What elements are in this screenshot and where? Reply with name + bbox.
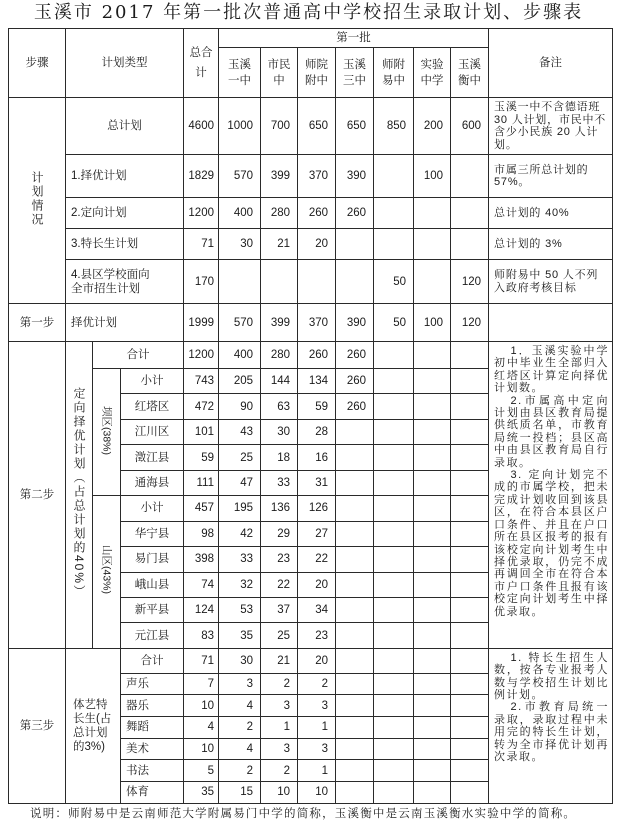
school-value: 22 (261, 572, 298, 597)
district-label: 华宁县 (121, 521, 184, 546)
school-value (451, 394, 489, 419)
specialty-label: 美术 (121, 738, 184, 760)
school-value: 400 (219, 198, 261, 229)
school-value (336, 623, 374, 648)
remark-cell (489, 648, 613, 803)
step-label: 第三步 (9, 648, 66, 803)
school-value: 399 (261, 304, 298, 342)
school-value: 3 (261, 695, 298, 717)
specialty-row (9, 648, 613, 673)
school-value: 570 (219, 155, 261, 198)
school-value: 1 (298, 717, 336, 739)
school-value: 280 (261, 198, 298, 229)
school-value: 120 (451, 304, 489, 342)
school-value (374, 597, 414, 622)
district-label: 江川区 (121, 419, 184, 444)
school-value: 399 (261, 155, 298, 198)
school-value: 260 (336, 394, 374, 419)
total-value: 98 (184, 521, 219, 546)
school-value (374, 782, 414, 804)
step-label: 第二步 (9, 342, 66, 649)
remark-cell: 玉溪一中不含德语班 30 人计划，市民中不含少小民族 20 人计划。 (489, 98, 613, 155)
district-label: 元江县 (121, 623, 184, 648)
school-value (451, 470, 489, 495)
school-value: 90 (219, 394, 261, 419)
region-label (93, 369, 121, 496)
school-header (374, 48, 414, 98)
school-header (298, 48, 336, 98)
school-value: 134 (298, 369, 336, 394)
school-value (414, 648, 451, 673)
school-value (414, 572, 451, 597)
total-value: 4600 (184, 98, 219, 155)
total-value: 7 (184, 673, 219, 695)
school-value (414, 496, 451, 521)
school-value: 1 (298, 760, 336, 782)
school-value (451, 597, 489, 622)
school-value: 16 (298, 445, 336, 470)
district-label: 小计 (121, 369, 184, 394)
school-value (451, 717, 489, 739)
school-value: 50 (374, 304, 414, 342)
section-label (9, 98, 66, 304)
school-value (414, 738, 451, 760)
region-label (93, 496, 121, 649)
step2-total-row (9, 342, 613, 369)
school-value: 2 (298, 673, 336, 695)
plan-type-label: 择优计划 (66, 304, 184, 342)
school-value (374, 760, 414, 782)
school-value: 1000 (219, 98, 261, 155)
school-value (451, 155, 489, 198)
school-header (414, 48, 451, 98)
batch-header: 第一批 (219, 29, 489, 48)
school-value: 32 (219, 572, 261, 597)
school-value (374, 695, 414, 717)
school-value: 23 (298, 623, 336, 648)
school-value: 31 (298, 470, 336, 495)
plan-type-label: 2.定向计划 (66, 198, 184, 229)
school-value: 47 (219, 470, 261, 495)
school-value: 126 (298, 496, 336, 521)
remark-cell: 市属三所总计划的 57%。 (489, 155, 613, 198)
remark-paragraph: 1. 特长生招生人数，按各专业报考人数与学校招生计划比例计划。 (494, 651, 610, 702)
school-value: 29 (261, 521, 298, 546)
school-value: 600 (451, 98, 489, 155)
school-value (451, 229, 489, 260)
school-value: 25 (261, 623, 298, 648)
school-value (414, 597, 451, 622)
school-value (374, 229, 414, 260)
school-name: 玉溪衡中 (458, 58, 481, 87)
school-value (451, 369, 489, 394)
plan-row (9, 198, 613, 229)
school-value: 260 (298, 342, 336, 369)
school-value: 390 (336, 155, 374, 198)
district-label: 峨山县 (121, 572, 184, 597)
school-value: 63 (261, 394, 298, 419)
school-name: 市民中 (267, 58, 291, 87)
school-value (414, 369, 451, 394)
school-value: 136 (261, 496, 298, 521)
school-value: 260 (336, 342, 374, 369)
school-value: 20 (298, 572, 336, 597)
school-value: 280 (261, 342, 298, 369)
school-value: 22 (298, 547, 336, 572)
remark-cell (489, 304, 613, 342)
school-value (374, 572, 414, 597)
school-value (414, 419, 451, 444)
school-value: 53 (219, 597, 261, 622)
school-value: 21 (261, 648, 298, 673)
school-value: 23 (261, 547, 298, 572)
school-value: 370 (298, 304, 336, 342)
school-value: 650 (298, 98, 336, 155)
school-value: 43 (219, 419, 261, 444)
school-value: 390 (336, 304, 374, 342)
remark-cell: 师附易中 50 人不列入政府考核目标 (489, 260, 613, 304)
region-label-text: 坝区(38%) (100, 405, 113, 455)
specialty-label: 声乐 (121, 673, 184, 695)
step-label: 第一步 (9, 304, 66, 342)
district-label: 红塔区 (121, 394, 184, 419)
plan-table-body (9, 98, 613, 804)
school-value: 3 (261, 738, 298, 760)
school-value: 37 (261, 597, 298, 622)
school-value (414, 445, 451, 470)
school-header (261, 48, 298, 98)
total-value: 10 (184, 695, 219, 717)
total-value: 74 (184, 572, 219, 597)
school-value (414, 717, 451, 739)
remark-cell: 总计划的 40% (489, 198, 613, 229)
school-value (374, 738, 414, 760)
plan-type-header: 计划类型 (66, 29, 184, 98)
school-value: 100 (414, 155, 451, 198)
total-value: 124 (184, 597, 219, 622)
plan-row (9, 98, 613, 155)
total-value: 1829 (184, 155, 219, 198)
school-value (374, 369, 414, 394)
remark-cell: 总计划的 3% (489, 229, 613, 260)
school-value (414, 760, 451, 782)
school-value: 195 (219, 496, 261, 521)
school-value: 50 (374, 260, 414, 304)
remark-paragraph: 3. 定向计划完不成的市属学校，把未完成计划收回到该县区，在符合本县区户口条件、并且在户口所在县区报考的报有该校定向计划考生中择优录取，仍完不成再调回全市在符合本市户口条件且报有该校定向计划考生中择优录取。 (494, 469, 610, 618)
school-value: 59 (298, 394, 336, 419)
school-value (336, 445, 374, 470)
school-value: 3 (298, 695, 336, 717)
admission-plan-table (8, 28, 613, 804)
region-label-text: 山区(43%) (100, 545, 113, 595)
school-value (261, 260, 298, 304)
school-value: 200 (414, 98, 451, 155)
school-value (414, 695, 451, 717)
school-value (451, 496, 489, 521)
school-value: 30 (261, 419, 298, 444)
school-value (374, 198, 414, 229)
school-value (451, 673, 489, 695)
total-value: 1200 (184, 342, 219, 369)
school-value (451, 419, 489, 444)
school-value: 28 (298, 419, 336, 444)
school-value: 2 (261, 673, 298, 695)
school-value: 4 (219, 738, 261, 760)
school-value (298, 260, 336, 304)
school-value (374, 717, 414, 739)
total-header (184, 29, 219, 98)
total-header-text: 总合计 (189, 47, 213, 79)
group-label (66, 342, 93, 649)
total-value: 398 (184, 547, 219, 572)
remark-paragraph: 2.市教育局统一录取，录取过程中未用完的特长生计划，转为全市择优计划再次录取。 (494, 701, 610, 764)
school-value (336, 597, 374, 622)
school-value: 35 (219, 623, 261, 648)
school-value: 2 (261, 760, 298, 782)
school-value (451, 760, 489, 782)
school-value (336, 738, 374, 760)
total-value: 111 (184, 470, 219, 495)
school-value: 650 (336, 98, 374, 155)
school-value (374, 521, 414, 546)
school-value: 570 (219, 304, 261, 342)
total-value: 5 (184, 760, 219, 782)
school-value (336, 419, 374, 444)
school-value: 2 (219, 717, 261, 739)
group-label (66, 648, 121, 803)
school-value (451, 547, 489, 572)
plan-type-label: 总计划 (66, 98, 184, 155)
step1-row (9, 304, 613, 342)
district-label: 易门县 (121, 547, 184, 572)
plan-type-label-text: 4.县区学校面向全市招生计划 (71, 268, 150, 295)
school-value (374, 470, 414, 495)
specialty-label: 合计 (121, 648, 184, 673)
school-header (336, 48, 374, 98)
school-name: 玉溪三中 (342, 58, 366, 87)
school-value (336, 229, 374, 260)
total-value: 170 (184, 260, 219, 304)
school-value (451, 695, 489, 717)
school-value: 260 (298, 198, 336, 229)
school-value: 144 (261, 369, 298, 394)
school-value: 3 (298, 738, 336, 760)
school-value (414, 198, 451, 229)
school-name: 师附易中 (381, 58, 405, 87)
school-value (414, 673, 451, 695)
school-value: 20 (298, 229, 336, 260)
school-name: 玉溪一中 (227, 58, 251, 87)
school-value: 260 (336, 198, 374, 229)
plan-type-label: 3.特长生计划 (66, 229, 184, 260)
school-value (451, 782, 489, 804)
school-value (414, 260, 451, 304)
school-value: 33 (261, 470, 298, 495)
school-value: 10 (298, 782, 336, 804)
school-header (219, 48, 261, 98)
section-label-text: 计划情况 (30, 170, 44, 227)
remark-cell (489, 342, 613, 649)
school-value (374, 419, 414, 444)
district-label: 澂江县 (121, 445, 184, 470)
school-value (451, 572, 489, 597)
remarks-header: 备注 (489, 29, 613, 98)
school-value: 3 (219, 673, 261, 695)
subtotal-label: 合计 (93, 342, 184, 369)
school-name: 师院附中 (304, 58, 328, 87)
school-value (414, 623, 451, 648)
school-value (451, 521, 489, 546)
specialty-label: 体育 (121, 782, 184, 804)
school-value (414, 547, 451, 572)
plan-row (9, 229, 613, 260)
school-header (451, 48, 489, 98)
school-value: 10 (261, 782, 298, 804)
school-value (219, 260, 261, 304)
header-row (9, 29, 613, 48)
total-value: 457 (184, 496, 219, 521)
school-value: 27 (298, 521, 336, 546)
plan-type-label (66, 260, 184, 304)
school-value (336, 717, 374, 739)
school-value: 700 (261, 98, 298, 155)
total-value: 71 (184, 648, 219, 673)
school-value (336, 782, 374, 804)
total-value: 71 (184, 229, 219, 260)
total-value: 83 (184, 623, 219, 648)
school-name: 实验中学 (420, 58, 444, 87)
district-label: 小计 (121, 496, 184, 521)
school-value: 18 (261, 445, 298, 470)
school-value (336, 496, 374, 521)
total-value: 1200 (184, 198, 219, 229)
total-value: 10 (184, 738, 219, 760)
school-value (374, 394, 414, 419)
school-value: 100 (414, 304, 451, 342)
school-value: 20 (298, 648, 336, 673)
school-value (451, 738, 489, 760)
school-value (374, 623, 414, 648)
specialty-label: 书法 (121, 760, 184, 782)
school-value (374, 445, 414, 470)
school-value (414, 394, 451, 419)
school-value: 370 (298, 155, 336, 198)
school-value: 34 (298, 597, 336, 622)
school-value (414, 470, 451, 495)
school-value (336, 760, 374, 782)
school-value: 120 (451, 260, 489, 304)
school-value: 850 (374, 98, 414, 155)
school-value: 33 (219, 547, 261, 572)
total-value: 1999 (184, 304, 219, 342)
school-value: 400 (219, 342, 261, 369)
step-header: 步骤 (9, 29, 66, 98)
group-label-text: 体艺特长生(占总计划的3%) (73, 698, 112, 753)
school-value: 42 (219, 521, 261, 546)
school-value (414, 521, 451, 546)
school-value (336, 521, 374, 546)
school-value (451, 648, 489, 673)
group-label-text: 定向择优计划（占总计划的40%） (72, 386, 86, 599)
school-value (374, 155, 414, 198)
school-value (336, 648, 374, 673)
total-value: 35 (184, 782, 219, 804)
plan-row (9, 260, 613, 304)
specialty-label: 器乐 (121, 695, 184, 717)
school-value (414, 342, 451, 369)
school-value (451, 445, 489, 470)
school-value (336, 547, 374, 572)
total-value: 4 (184, 717, 219, 739)
school-value (414, 229, 451, 260)
school-value (374, 342, 414, 369)
school-value: 21 (261, 229, 298, 260)
specialty-label: 舞蹈 (121, 717, 184, 739)
school-value: 25 (219, 445, 261, 470)
school-value: 15 (219, 782, 261, 804)
school-value (451, 623, 489, 648)
school-value (374, 673, 414, 695)
school-value: 30 (219, 229, 261, 260)
district-label: 通海县 (121, 470, 184, 495)
school-value (374, 496, 414, 521)
school-value (374, 547, 414, 572)
total-value: 59 (184, 445, 219, 470)
school-value (414, 782, 451, 804)
school-value: 30 (219, 648, 261, 673)
school-value: 4 (219, 695, 261, 717)
school-value: 205 (219, 369, 261, 394)
total-value: 472 (184, 394, 219, 419)
plan-type-label: 1.择优计划 (66, 155, 184, 198)
footnote: 说明：师附易中是云南师范大学附属易门中学的简称，玉溪衡中是云南玉溪衡水实验中学的简称。 (30, 808, 577, 820)
school-value: 2 (219, 760, 261, 782)
school-value (451, 342, 489, 369)
school-value (336, 470, 374, 495)
school-value: 1 (261, 717, 298, 739)
district-label: 新平县 (121, 597, 184, 622)
total-value: 743 (184, 369, 219, 394)
page-title: 玉溪市 2017 年第一批次普通高中学校招生录取计划、步骤表 (33, 2, 584, 23)
remark-paragraph: 2.市属高中定向计划由县区教育局提供纸质名单，市教育局统一投档；县区高中由县区教育局自行录取。 (494, 394, 610, 469)
school-value (336, 695, 374, 717)
remark-paragraph: 1．玉溪实验中学初中毕业生全部归入红塔区计算定向择优计划数。 (494, 345, 610, 395)
total-value: 101 (184, 419, 219, 444)
school-value (451, 198, 489, 229)
school-value (336, 572, 374, 597)
plan-row (9, 155, 613, 198)
school-value: 260 (336, 369, 374, 394)
school-value (336, 673, 374, 695)
school-value (336, 260, 374, 304)
school-value (374, 648, 414, 673)
